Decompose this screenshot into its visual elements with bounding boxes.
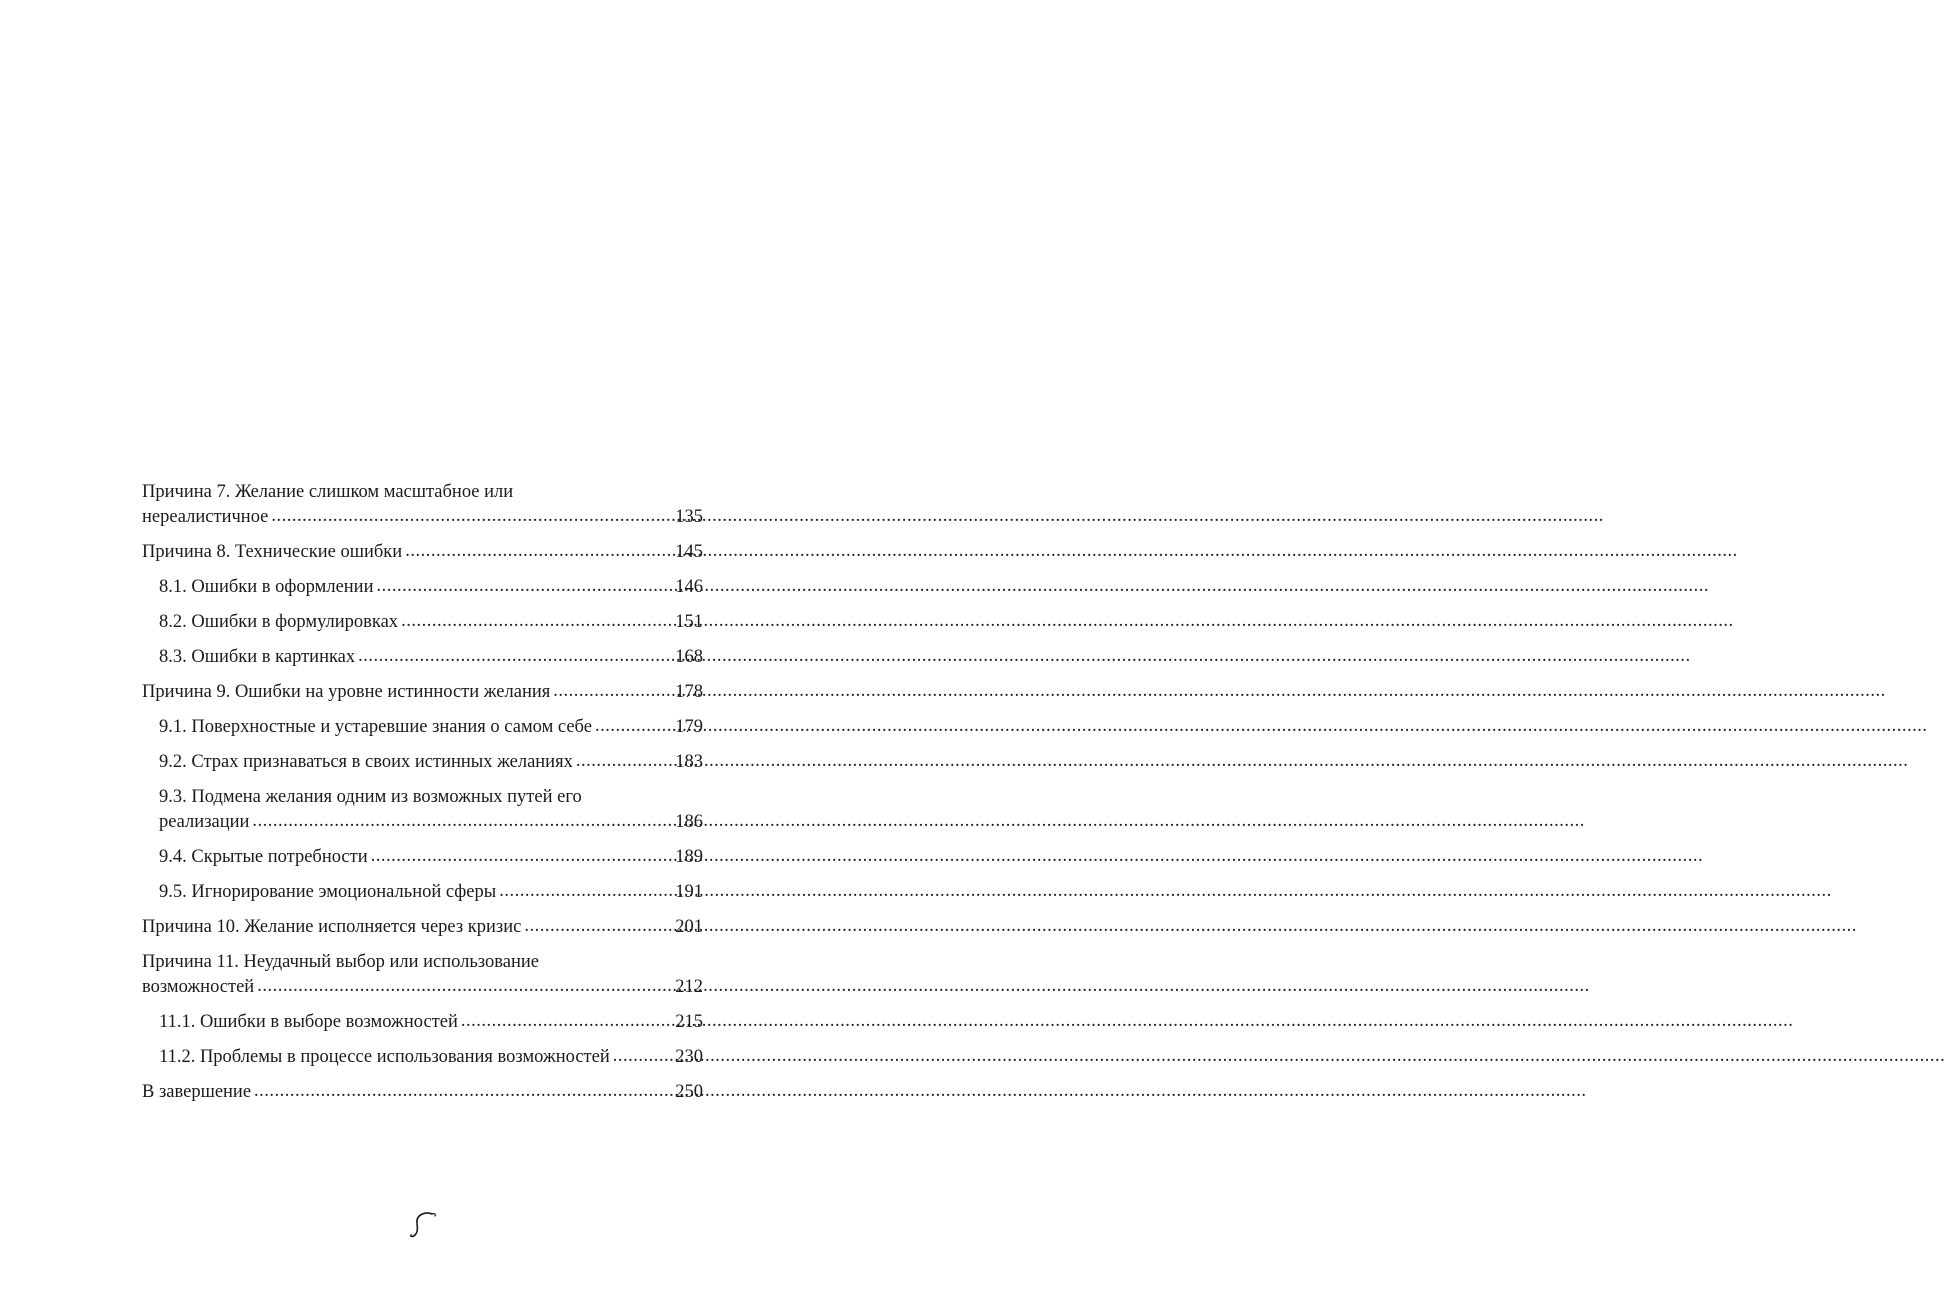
- toc-entry-title: 9.5. Игнорирование эмоциональной сферы: [159, 882, 497, 902]
- toc-entry-row: [142, 975, 703, 1000]
- toc-entry-row: [159, 750, 703, 775]
- dot-leader: [254, 1079, 672, 1104]
- toc-entry-title: нереалистичное: [142, 507, 269, 527]
- flourish-icon: [405, 1210, 441, 1240]
- dot-leader: [461, 1009, 672, 1034]
- dot-leader: [576, 749, 672, 774]
- toc-entry-row: [159, 610, 703, 635]
- dot-leader: [595, 714, 672, 739]
- dot-leader: [613, 1044, 673, 1069]
- dot-leader: [376, 574, 672, 599]
- toc-page-number: 178: [675, 682, 703, 702]
- dot-leader: [271, 504, 672, 529]
- dot-leader: [553, 679, 672, 704]
- toc-entry-title: 9.1. Поверхностные и устаревшие знания о самом себе: [159, 717, 592, 737]
- toc-entry-title: В завершение: [142, 1082, 252, 1102]
- toc-page-number: 135: [675, 507, 703, 527]
- toc-entry-title: 8.3. Ошибки в картинках: [159, 647, 356, 667]
- toc-page-number: 146: [675, 577, 703, 597]
- toc-subentry: [142, 1045, 703, 1070]
- toc-page-number: 212: [675, 977, 703, 997]
- table-of-contents: [142, 480, 703, 1115]
- toc-entry-title: 9.2. Страх признаваться в своих истинных желаниях: [159, 752, 573, 772]
- toc-page-number: 250: [675, 1082, 703, 1102]
- toc-entry: [142, 680, 703, 705]
- toc-entry-title: 9.4. Скрытые потребности: [159, 847, 368, 867]
- toc-entry-row: [159, 810, 703, 835]
- toc-entry-title: 11.2. Проблемы в процессе использования возможностей: [159, 1047, 610, 1067]
- toc-page-number: 191: [675, 882, 703, 902]
- dot-leader: [401, 609, 672, 634]
- toc-page-number: 151: [675, 612, 703, 632]
- toc-page-number: 189: [675, 847, 703, 867]
- toc-subentry: [142, 880, 703, 905]
- toc-subentry: [142, 1010, 703, 1035]
- toc-page-number: 230: [675, 1047, 703, 1067]
- toc-subentry: [142, 575, 703, 600]
- toc-subentry: [142, 750, 703, 775]
- toc-entry-title: реализации: [159, 812, 250, 832]
- toc-entry-row: [142, 505, 703, 530]
- dot-leader: [524, 914, 672, 939]
- toc-entry: [142, 540, 703, 565]
- toc-entry-title: 8.1. Ошибки в оформлении: [159, 577, 374, 597]
- toc-subentry: [142, 645, 703, 670]
- dot-leader: [499, 879, 672, 904]
- toc-subentry: [142, 610, 703, 635]
- toc-entry-row: [142, 540, 703, 565]
- dot-leader: [371, 844, 673, 869]
- toc-entry-row: [159, 715, 703, 740]
- toc-entry-row: [142, 680, 703, 705]
- toc-entry-row: [159, 1010, 703, 1035]
- toc-entry-title-line: Причина 7. Желание слишком масштабное или: [142, 482, 514, 502]
- toc-subentry: [142, 785, 703, 835]
- dot-leader: [257, 974, 672, 999]
- toc-entry-row: [159, 645, 703, 670]
- toc-page-number: 179: [675, 717, 703, 737]
- toc-page-number: 183: [675, 752, 703, 772]
- toc-entry-title-line: Причина 11. Неудачный выбор или использование: [142, 952, 539, 972]
- toc-page-number: 201: [675, 917, 703, 937]
- toc-entry-title: Причина 9. Ошибки на уровне истинности желания: [142, 682, 551, 702]
- toc-page-number: 145: [675, 542, 703, 562]
- toc-entry-title-line: 9.3. Подмена желания одним из возможных путей его: [159, 787, 582, 807]
- toc-entry: [142, 480, 703, 530]
- toc-entry-row: [159, 880, 703, 905]
- toc-subentry: [142, 845, 703, 870]
- toc-page-number: 168: [675, 647, 703, 667]
- toc-entry-title: Причина 8. Технические ошибки: [142, 542, 403, 562]
- dot-leader: [252, 809, 672, 834]
- toc-entry: [142, 950, 703, 1000]
- toc-entry: [142, 915, 703, 940]
- toc-entry-title: Причина 10. Желание исполняется через кризис: [142, 917, 522, 937]
- toc-entry-row: [142, 1080, 703, 1105]
- toc-entry-row: [159, 845, 703, 870]
- toc-entry-title: 8.2. Ошибки в формулировках: [159, 612, 399, 632]
- dot-leader: [358, 644, 672, 669]
- dot-leader: [405, 539, 672, 564]
- toc-page-number: 186: [675, 812, 703, 832]
- toc-entry-row: [159, 1045, 703, 1070]
- toc-entry-row: [159, 575, 703, 600]
- toc-entry: [142, 1080, 703, 1105]
- toc-page-number: 215: [675, 1012, 703, 1032]
- toc-entry-title: возможностей: [142, 977, 255, 997]
- toc-entry-row: [142, 915, 703, 940]
- toc-entry-title: 11.1. Ошибки в выборе возможностей: [159, 1012, 458, 1032]
- toc-subentry: [142, 715, 703, 740]
